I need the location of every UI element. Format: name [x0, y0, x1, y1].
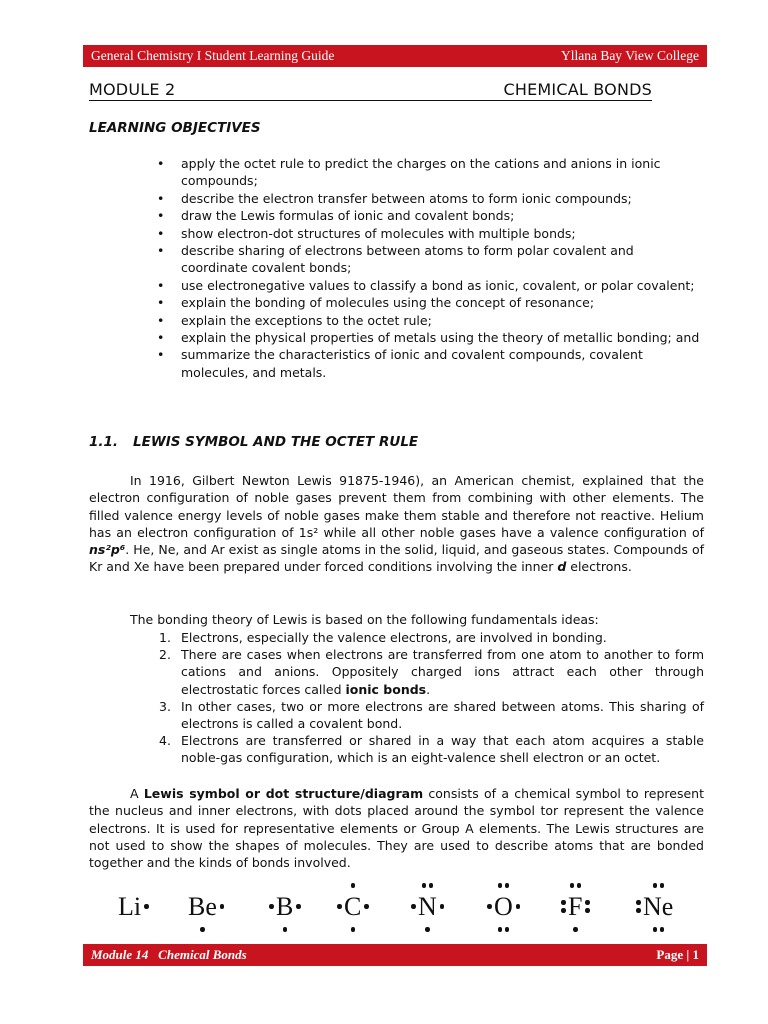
list-item — [159, 698, 704, 732]
header-bar — [83, 45, 707, 67]
objectives-list — [181, 155, 701, 381]
electron-dot — [498, 927, 503, 932]
lewis-dot-diagrams — [118, 880, 698, 936]
list-item: • draw the Lewis formulas of ionic and covalent bonds; — [181, 207, 701, 224]
list-item: • explain the physical properties of metals using the theory of metallic bonding; and — [181, 329, 701, 346]
list-item: • explain the bonding of molecules using the concept of resonance; — [181, 294, 701, 311]
para-text: consists of a chemical symbol to represent the nucleus and inner electrons, with dots placed around the symbol tor represent the valence electrons. It is used for representative elements or Group A elements. The Lewis structures are not used to show the shapes of molecules. They are used to describe atoms that are bonded together and the kinds of bonds involved. — [89, 786, 705, 871]
item-number: 4. — [159, 733, 171, 749]
item-number: 3. — [159, 698, 171, 714]
item-text: In other cases, two or more electrons are shared between atoms. This sharing of electrons is called a covalent bond. — [181, 698, 704, 732]
page-number: Page | 1 — [656, 947, 699, 962]
electron-dot — [200, 927, 205, 932]
electron-dot — [411, 904, 416, 909]
lewis-symbol-o — [484, 880, 564, 936]
list-item — [159, 646, 704, 698]
lewis-symbol-n — [408, 880, 488, 936]
electron-dot — [505, 927, 510, 932]
item-text: There are cases when electrons are transferred from one atom to another to form cations and anions. Oppositely charged ions attract each other through electrostatic forces called — [181, 647, 704, 697]
electron-dot — [561, 908, 566, 913]
item-text: . — [426, 681, 431, 697]
element-symbol: Ne — [643, 892, 674, 921]
objectives-heading: LEARNING OBJECTIVES — [89, 120, 261, 136]
element-symbol: F — [568, 892, 583, 921]
para-text: A — [130, 786, 144, 801]
lewis-symbol-c — [334, 880, 414, 936]
electron-dot — [429, 883, 434, 888]
list-item: • summarize the characteristics of ionic and covalent compounds, covalent molecules, and metals. — [181, 346, 701, 381]
electron-dot — [577, 883, 582, 888]
element-symbol: Be — [188, 892, 217, 921]
bonding-ideas-list — [159, 629, 704, 767]
list-item: • explain the exceptions to the octet rule; — [181, 312, 701, 329]
electron-dot — [440, 904, 445, 909]
element-symbol: Li — [118, 892, 142, 921]
electron-dot — [561, 900, 566, 905]
electron-dot — [351, 883, 356, 888]
item-number: 1. — [159, 630, 171, 645]
valence-config-term: ns²p⁶ — [89, 542, 126, 558]
header-college-name: Yllana Bay View College — [560, 48, 699, 63]
list-item — [159, 732, 704, 766]
module-label: MODULE 2 — [89, 80, 176, 99]
list-item: • describe the electron transfer between atoms to form ionic compounds; — [181, 190, 701, 207]
electron-dot — [585, 900, 590, 905]
item-text: Electrons, especially the valence electrons, are involved in bonding. — [181, 630, 607, 645]
ionic-bonds-term: ionic bonds — [345, 681, 427, 697]
list-item: • apply the octet rule to predict the charges on the cations and anions in ionic compounds; — [181, 155, 701, 190]
para-text: electrons. — [566, 559, 632, 575]
element-symbol: N — [418, 892, 437, 921]
module-heading — [89, 80, 652, 101]
list-item: • describe sharing of electrons between atoms to form polar covalent and coordinate covalent bonds; — [181, 242, 701, 277]
electron-dot — [573, 927, 578, 932]
lewis-history-paragraph — [89, 472, 704, 576]
electron-dot — [653, 927, 658, 932]
electron-dot — [296, 904, 301, 909]
electron-dot — [636, 900, 641, 905]
lewis-symbol-li — [118, 880, 198, 936]
lewis-symbol-f — [558, 880, 638, 936]
electron-dot — [337, 904, 342, 909]
lewis-symbol-ne — [633, 880, 713, 936]
electron-dot — [269, 904, 274, 909]
electron-dot — [364, 904, 369, 909]
element-symbol: B — [276, 892, 294, 921]
electron-dot — [653, 883, 658, 888]
electron-dot — [220, 904, 225, 909]
electron-dot — [144, 904, 149, 909]
electron-dot — [351, 927, 356, 932]
electron-dot — [422, 883, 427, 888]
electron-dot — [570, 883, 575, 888]
para-text: In 1916, Gilbert Newton Lewis 91875-1946), an American chemist, explained that the electron configuration of noble gases prevent them from combining with other elements. The filled valence energy levels of noble gases make them stable and therefore not reactive. Helium has an electron configuration of 1s² while all other noble gases have a valence configuration of — [89, 473, 704, 540]
item-number: 2. — [159, 647, 171, 663]
lewis-symbol-paragraph — [89, 785, 704, 871]
electron-dot — [516, 904, 521, 909]
electron-dot — [487, 904, 492, 909]
electron-dot — [283, 927, 288, 932]
lewis-symbol-be — [188, 880, 268, 936]
element-symbol: C — [344, 892, 362, 921]
electron-dot — [425, 927, 430, 932]
section-title: LEWIS SYMBOL AND THE OCTET RULE — [133, 434, 419, 450]
list-item: • show electron-dot structures of molecules with multiple bonds; — [181, 225, 701, 242]
electron-dot — [505, 883, 510, 888]
header-guide-title: General Chemistry I Student Learning Guide — [91, 48, 335, 63]
bonding-theory-intro — [89, 611, 704, 628]
d-electrons-term: d — [557, 559, 567, 575]
footer-module-label: Module 14 Chemical Bonds — [91, 947, 247, 962]
section-number: 1.1. — [89, 434, 119, 450]
electron-dot — [498, 883, 503, 888]
module-title: CHEMICAL BONDS — [503, 80, 652, 99]
para-text: . He, Ne, and Ar exist as single atoms in the solid, liquid, and gaseous states. Compounds of Kr and Xe have been prepared under forced conditions involving the inner — [89, 542, 704, 575]
electron-dot — [660, 883, 665, 888]
footer-bar — [83, 944, 707, 966]
electron-dot — [636, 908, 641, 913]
list-item: • use electronegative values to classify a bond as ionic, covalent, or polar covalent; — [181, 277, 701, 294]
electron-dot — [660, 927, 665, 932]
item-text: Electrons are transferred or shared in a way that each atom acquires a stable noble-gas configuration, which is an eight-valence shell electron or an octet. — [181, 733, 704, 766]
electron-dot — [585, 908, 590, 913]
section-heading — [89, 434, 418, 450]
lewis-symbol-term: Lewis symbol or dot structure/diagram — [143, 786, 424, 801]
para-text: The bonding theory of Lewis is based on the following fundamentals ideas: — [130, 612, 599, 627]
list-item — [159, 629, 704, 646]
element-symbol: O — [494, 892, 513, 921]
